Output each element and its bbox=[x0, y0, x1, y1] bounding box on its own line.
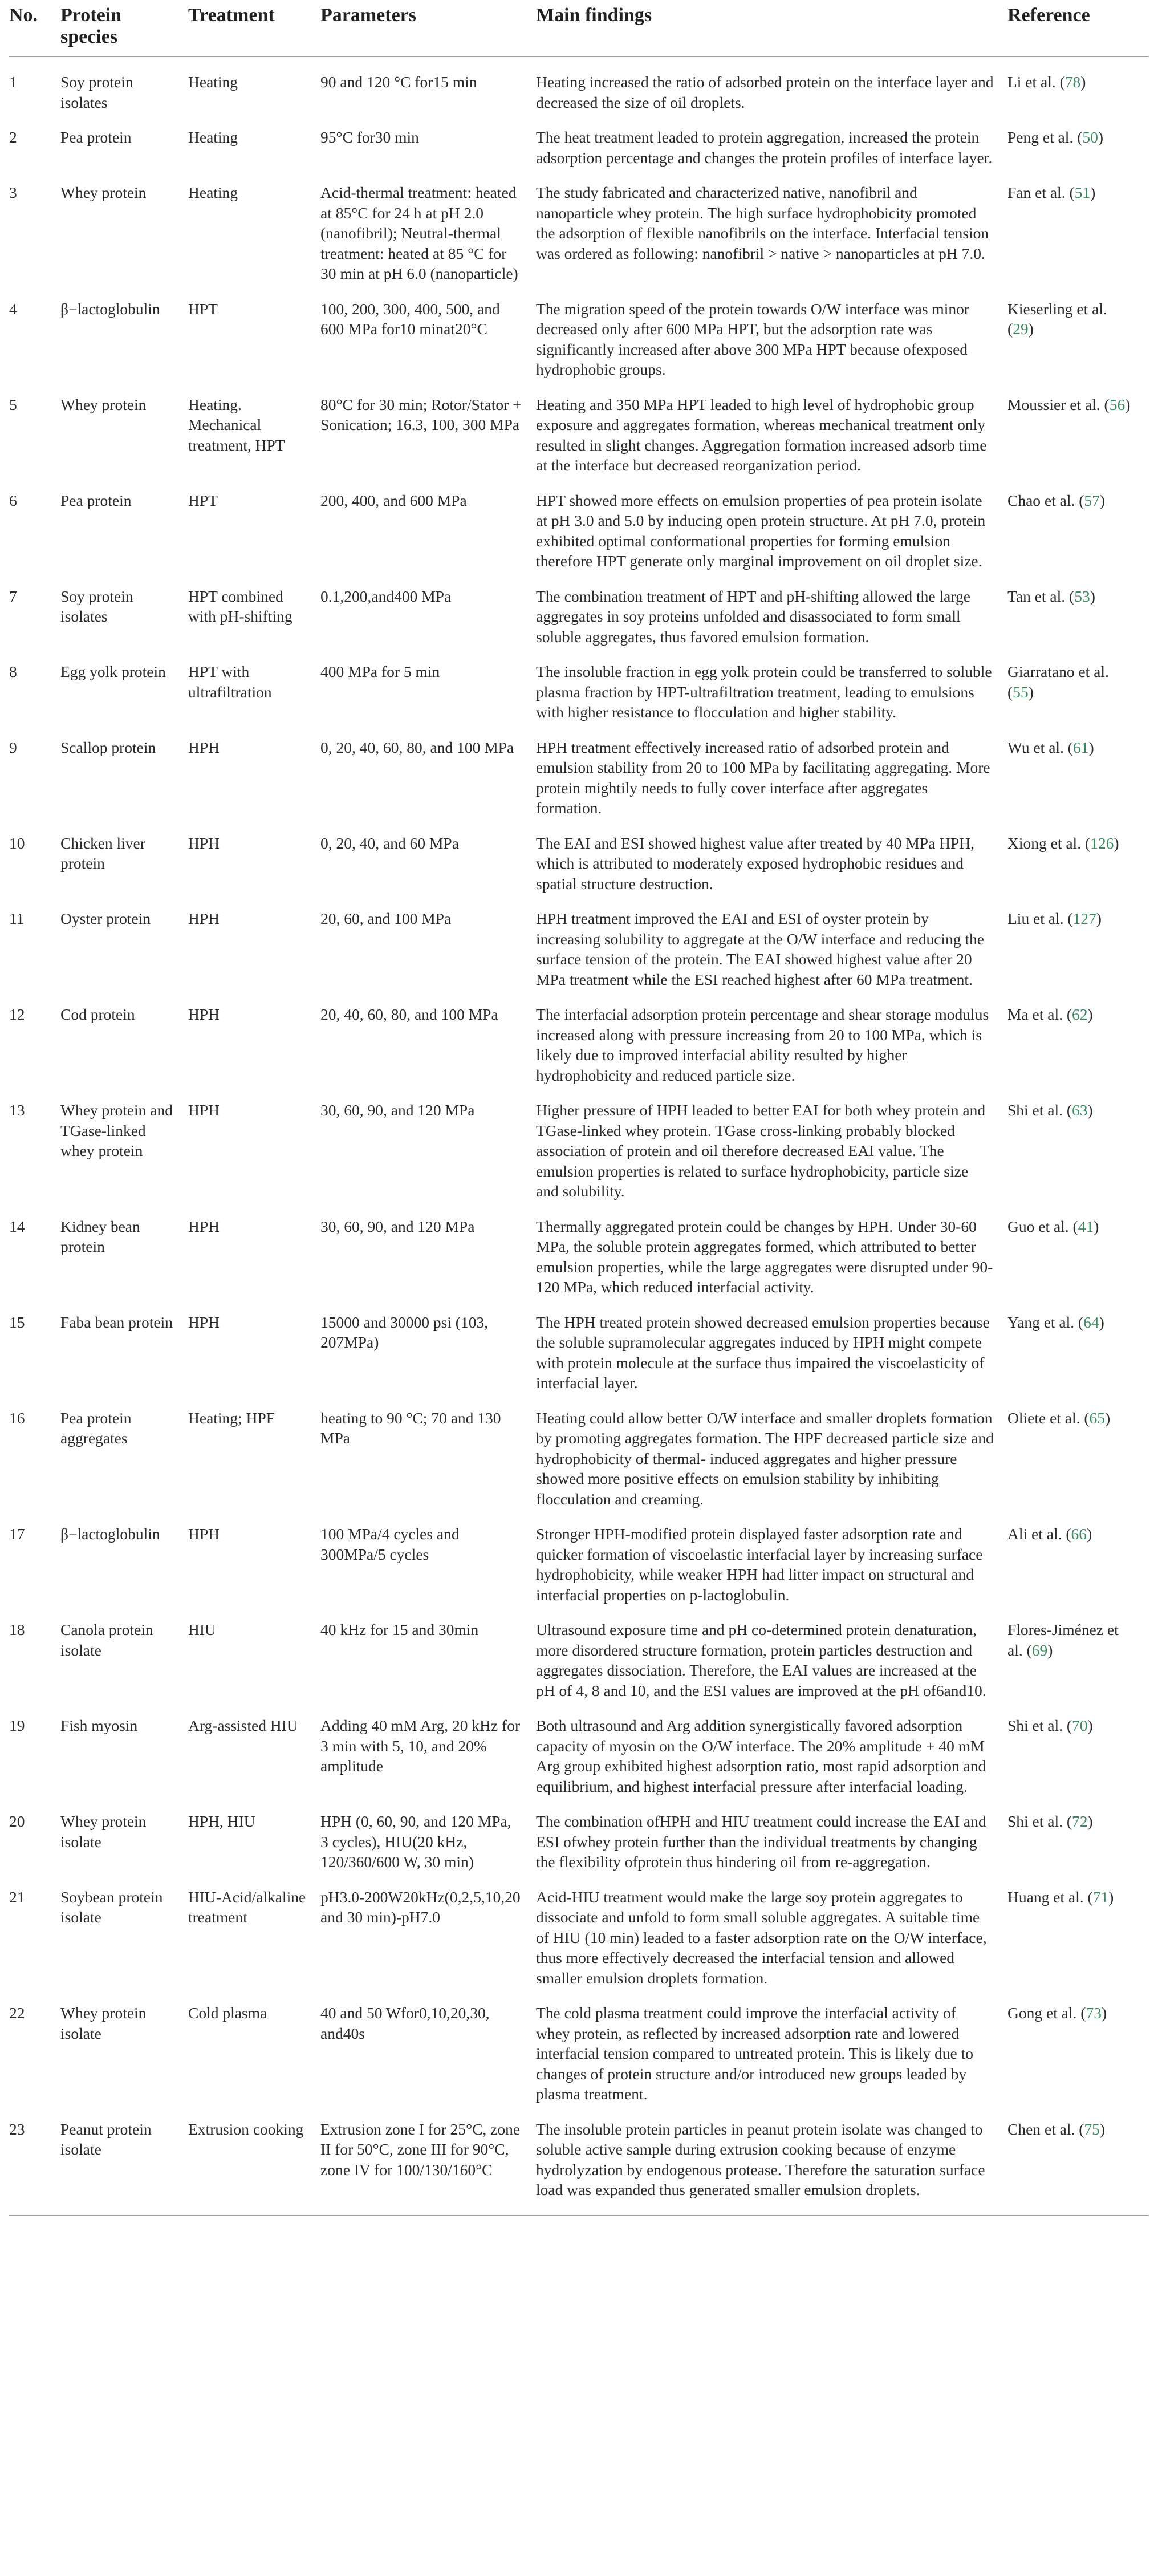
reference-author: Huang et al. ( bbox=[1007, 1888, 1093, 1906]
reference-author: Liu et al. ( bbox=[1007, 910, 1073, 927]
cell-reference bbox=[1007, 818, 1149, 894]
cell-treatment: HPH bbox=[188, 834, 220, 852]
cell-no: 10 bbox=[9, 834, 25, 852]
table-row bbox=[9, 1297, 1149, 1393]
header-reference: Reference bbox=[1007, 0, 1149, 56]
cell-parameters: pH3.0-200W20kHz(0,2,5,10,20 and 30 min)-pH7.0 bbox=[320, 1888, 521, 1926]
reference-close: ) bbox=[1087, 1005, 1093, 1023]
cell-species: Canola protein isolate bbox=[60, 1621, 153, 1659]
cell-no: 3 bbox=[9, 184, 17, 201]
cell-parameters: 80°C for 30 min; Rotor/Stator + Sonication; 16.3, 100, 300 MPa bbox=[320, 395, 522, 433]
cell-treatment: HPH bbox=[188, 910, 220, 927]
cell-findings: Ultrasound exposure time and pH co-determined protein denaturation, more disordered structure formation, protein particles destruction and aggregates dissociation. Therefore, the EAI values are increased at the pH of 4, 8 and 10, and the ESI values are improved at the pH of6and10. bbox=[536, 1621, 986, 1699]
reference-author: Flores-Jiménez et al. ( bbox=[1007, 1621, 1119, 1659]
reference-close: ) bbox=[1108, 1888, 1114, 1906]
reference-close: ) bbox=[1099, 491, 1106, 509]
reference-author: Peng et al. ( bbox=[1007, 128, 1083, 146]
reference-author: Oliete et al. ( bbox=[1007, 1409, 1090, 1427]
reference-author: Fan et al. ( bbox=[1007, 184, 1075, 201]
cell-reference bbox=[1007, 1796, 1149, 1872]
cell-findings: Higher pressure of HPH leaded to better EAI for both whey protein and TGase-linked whey protein. TGase cross-linking probably blocked association of protein and oil therefore decreased EAI value. The emulsion properties is related to surface hydrophobicity, particle size and solubility. bbox=[536, 1101, 986, 1200]
cell-parameters: 0, 20, 40, and 60 MPa bbox=[320, 834, 459, 852]
cell-species: Whey protein bbox=[60, 395, 147, 413]
reference-link[interactable]: 62 bbox=[1072, 1005, 1088, 1023]
header-no: No. bbox=[9, 0, 60, 56]
header-row bbox=[9, 0, 1149, 56]
cell-species: Kidney bean protein bbox=[60, 1217, 140, 1255]
cell-findings: The cold plasma treatment could improve the interfacial activity of whey protein, as reflected by increased adsorption rate and lowered interfacial tension compared to untreated protein. This is likely due to changes of protein structure and/or introduced new groups leaded by plasma treatment. bbox=[536, 2004, 973, 2103]
cell-species: Whey protein and TGase-linked whey protein bbox=[60, 1101, 173, 1159]
cell-reference bbox=[1007, 476, 1149, 571]
cell-treatment: HPH bbox=[188, 1101, 220, 1119]
cell-reference bbox=[1007, 647, 1149, 723]
table-row bbox=[9, 1988, 1149, 2104]
cell-no: 8 bbox=[9, 663, 17, 680]
reference-link[interactable]: 69 bbox=[1031, 1641, 1048, 1659]
reference-link[interactable]: 70 bbox=[1072, 1717, 1088, 1734]
table-row bbox=[9, 112, 1149, 168]
cell-species: Fish myosin bbox=[60, 1717, 138, 1734]
cell-parameters: heating to 90 °C; 70 and 130 MPa bbox=[320, 1409, 501, 1447]
table-row bbox=[9, 168, 1149, 284]
cell-parameters: Extrusion zone I for 25°C, zone II for 50°C, zone III for 90°C, zone IV for 100/130/160°C bbox=[320, 2104, 536, 2216]
table-row bbox=[9, 380, 1149, 476]
cell-treatment: Cold plasma bbox=[188, 2004, 267, 2022]
table-row bbox=[9, 1605, 1149, 1701]
table-row bbox=[9, 476, 1149, 571]
reference-close: ) bbox=[1114, 834, 1119, 852]
cell-no: 7 bbox=[9, 587, 17, 605]
cell-treatment: Arg-assisted HIU bbox=[188, 1717, 298, 1734]
cell-reference bbox=[1007, 723, 1149, 818]
reference-author: Yang et al. ( bbox=[1007, 1313, 1084, 1331]
reference-close: ) bbox=[1088, 738, 1094, 756]
cell-findings: Heating and 350 MPa HPT leaded to high level of hydrophobic group exposure and aggregates formation, whereas mechanical treatment only resulted in slight changes. Aggregation formation increased adsorb time at the interface but decreased reorganization period. bbox=[536, 395, 987, 474]
reference-author: Chao et al. ( bbox=[1007, 491, 1084, 509]
reference-link[interactable]: 53 bbox=[1074, 587, 1090, 605]
cell-reference bbox=[1007, 112, 1149, 168]
cell-findings: The combination ofHPH and HIU treatment could increase the EAI and ESI ofwhey protein further than the individual treatments by changing the flexibility ofprotein thus hindering oil from re-aggregation. bbox=[536, 1812, 986, 1871]
cell-no: 14 bbox=[9, 1217, 25, 1235]
header-species: Protein species bbox=[60, 0, 188, 56]
reference-author: Xiong et al. ( bbox=[1007, 834, 1091, 852]
reference-close: ) bbox=[1087, 1717, 1093, 1734]
cell-treatment: HPH bbox=[188, 738, 220, 756]
cell-reference bbox=[1007, 1605, 1149, 1701]
reference-link[interactable]: 73 bbox=[1086, 2004, 1102, 2022]
reference-link[interactable]: 66 bbox=[1071, 1525, 1087, 1543]
cell-no: 22 bbox=[9, 2004, 25, 2022]
table-row bbox=[9, 1872, 1149, 1989]
cell-findings: The interfacial adsorption protein percentage and shear storage modulus increased along with pressure increasing from 20 to 100 MPa, which is likely due to improved interfacial ability resulted by higher hydrophobicity and reduced particle size. bbox=[536, 1005, 989, 1084]
cell-reference bbox=[1007, 380, 1149, 476]
cell-no: 15 bbox=[9, 1313, 25, 1331]
cell-reference bbox=[1007, 989, 1149, 1085]
cell-parameters: 20, 40, 60, 80, and 100 MPa bbox=[320, 1005, 498, 1023]
reference-close: ) bbox=[1087, 1525, 1092, 1543]
table-row bbox=[9, 1202, 1149, 1297]
cell-reference bbox=[1007, 1701, 1149, 1796]
table-row bbox=[9, 818, 1149, 894]
cell-findings: Both ultrasound and Arg addition synergistically favored adsorption capacity of myosin on the O/W interface. The 20% amplitude + 40 mM Arg group exhibited highest adsorption ratio, most rapid adsorption and equilibrium, and highest interfacial pressure after interfacial loading. bbox=[536, 1717, 986, 1795]
cell-parameters: 400 MPa for 5 min bbox=[320, 663, 440, 680]
cell-species: Soybean protein isolate bbox=[60, 1888, 163, 1926]
cell-reference bbox=[1007, 571, 1149, 647]
cell-species: Faba bean protein bbox=[60, 1313, 173, 1331]
cell-findings: Heating could allow better O/W interface and smaller droplets formation by promoting aggregates formation. The HPF decreased particle size and hydrophobicity of thermal- induced aggregates and higher pressure showed more positive effects on emulsion stability by inhibiting flocculation and creaming. bbox=[536, 1409, 994, 1508]
reference-link[interactable]: 57 bbox=[1084, 491, 1100, 509]
cell-species: Pea protein bbox=[60, 491, 132, 509]
reference-link[interactable]: 63 bbox=[1072, 1101, 1088, 1119]
cell-species: Scallop protein bbox=[60, 738, 156, 756]
table-row bbox=[9, 1509, 1149, 1605]
reference-close: ) bbox=[1105, 1409, 1111, 1427]
cell-no: 5 bbox=[9, 395, 17, 413]
reference-link[interactable]: 127 bbox=[1072, 910, 1096, 927]
table-row bbox=[9, 1701, 1149, 1796]
cell-species: Chicken liver protein bbox=[60, 834, 145, 872]
cell-reference bbox=[1007, 56, 1149, 112]
reference-link[interactable]: 75 bbox=[1084, 2120, 1100, 2138]
table-row bbox=[9, 894, 1149, 989]
reference-link[interactable]: 78 bbox=[1064, 73, 1081, 91]
table-row bbox=[9, 647, 1149, 723]
reference-author: Shi et al. ( bbox=[1007, 1717, 1072, 1734]
cell-species: Cod protein bbox=[60, 1005, 135, 1023]
cell-treatment: HPH bbox=[188, 1313, 220, 1331]
reference-link[interactable]: 50 bbox=[1082, 128, 1098, 146]
cell-treatment: HPH bbox=[188, 1217, 220, 1235]
cell-findings: The EAI and ESI showed highest value after treated by 40 MPa HPH, which is attributed to moderately exposed hydrophobic residues and spatial structure destruction. bbox=[536, 834, 975, 893]
cell-no: 6 bbox=[9, 491, 17, 509]
cell-reference bbox=[1007, 1509, 1149, 1605]
reference-author: Ma et al. ( bbox=[1007, 1005, 1072, 1023]
reference-link[interactable]: 61 bbox=[1072, 738, 1089, 756]
cell-reference bbox=[1007, 1085, 1149, 1202]
cell-reference bbox=[1007, 168, 1149, 284]
header-parameters: Parameters bbox=[320, 0, 536, 56]
cell-parameters: 40 kHz for 15 and 30min bbox=[320, 1621, 479, 1638]
cell-findings: Thermally aggregated protein could be changes by HPH. Under 30-60 MPa, the soluble protein aggregates formed, which attributed to better emulsion properties, while the large aggregates were disrupted under 90-120 MPa, which reduced interfacial activity. bbox=[536, 1217, 993, 1296]
reference-author: Shi et al. ( bbox=[1007, 1101, 1072, 1119]
cell-species: Pea protein bbox=[60, 128, 132, 146]
cell-no: 17 bbox=[9, 1525, 25, 1543]
reference-close: ) bbox=[1125, 395, 1131, 413]
cell-parameters: Acid-thermal treatment: heated at 85°C for 24 h at pH 2.0 (nanofibril); Neutral-thermal treatment: heated at 85 °C for 30 min at pH 6.0 (nanoparticle) bbox=[320, 184, 518, 282]
cell-treatment: Heating. Mechanical treatment, HPT bbox=[188, 395, 285, 454]
cell-reference bbox=[1007, 1988, 1149, 2104]
reference-close: ) bbox=[1099, 1313, 1104, 1331]
cell-species: β−lactoglobulin bbox=[60, 1525, 160, 1543]
table-row bbox=[9, 989, 1149, 1085]
cell-treatment: HPH bbox=[188, 1525, 220, 1543]
cell-no: 19 bbox=[9, 1717, 25, 1734]
reference-close: ) bbox=[1096, 910, 1102, 927]
cell-species: Whey protein bbox=[60, 184, 147, 201]
reference-link[interactable]: 64 bbox=[1083, 1313, 1099, 1331]
cell-no: 11 bbox=[9, 910, 25, 927]
cell-parameters: 40 and 50 Wfor0,10,20,30, and40s bbox=[320, 2004, 490, 2042]
cell-parameters: 100 MPa/4 cycles and 300MPa/5 cycles bbox=[320, 1525, 460, 1563]
cell-no: 16 bbox=[9, 1409, 25, 1427]
cell-treatment: HPT bbox=[188, 491, 218, 509]
cell-findings: HPH treatment improved the EAI and ESI of oyster protein by increasing solubility to aggregate at the O/W interface and reducing the surface tension of the protein. The EAI showed highest value after 20 MPa treatment while the ESI reached highest after 60 MPa treatment. bbox=[536, 910, 985, 988]
cell-parameters: HPH (0, 60, 90, and 120 MPa, 3 cycles), HIU(20 kHz, 120/360/600 W, 30 min) bbox=[320, 1812, 511, 1871]
cell-no: 20 bbox=[9, 1812, 25, 1830]
cell-no: 12 bbox=[9, 1005, 25, 1023]
cell-no: 2 bbox=[9, 128, 17, 146]
cell-findings: The insoluble protein particles in peanut protein isolate was changed to soluble active sample during extrusion cooking because of enzyme hydrolyzation by endogenous protease. Therefore the saturation surface load was expanded thus generated smaller emulsion droplets. bbox=[536, 2104, 1007, 2216]
reference-close: ) bbox=[1090, 184, 1096, 201]
cell-reference bbox=[1007, 1393, 1149, 1510]
cell-treatment: HIU bbox=[188, 1621, 216, 1638]
cell-species: Egg yolk protein bbox=[60, 663, 166, 680]
protein-treatment-table bbox=[9, 0, 1149, 2216]
reference-author: Moussier et al. ( bbox=[1007, 395, 1110, 413]
cell-reference bbox=[1007, 1872, 1149, 1989]
reference-link[interactable]: 41 bbox=[1078, 1217, 1094, 1235]
reference-author: Wu et al. ( bbox=[1007, 738, 1073, 756]
cell-species: Pea protein aggregates bbox=[60, 1409, 132, 1447]
reference-link[interactable]: 29 bbox=[1013, 320, 1029, 338]
reference-author: Li et al. ( bbox=[1007, 73, 1065, 91]
cell-findings: The migration speed of the protein towards O/W interface was minor decreased only after 600 MPa HPT, but the adsorption rate was significantly increased after above 300 MPa HPT because ofexposed hydrophobic groups. bbox=[536, 299, 970, 378]
table-row bbox=[9, 1085, 1149, 1202]
cell-treatment: Heating bbox=[188, 184, 238, 201]
cell-parameters: 100, 200, 300, 400, 500, and 600 MPa for10 minat20°C bbox=[320, 299, 500, 338]
cell-reference bbox=[1007, 1297, 1149, 1393]
table-row bbox=[9, 571, 1149, 647]
reference-close: ) bbox=[1094, 1217, 1099, 1235]
table-row bbox=[9, 1393, 1149, 1510]
cell-treatment: Heating; HPF bbox=[188, 1409, 275, 1427]
cell-reference bbox=[1007, 894, 1149, 989]
cell-no: 1 bbox=[9, 73, 17, 91]
cell-findings: The insoluble fraction in egg yolk protein could be transferred to soluble plasma fraction by HPT-ultrafiltration treatment, leading to emulsions with higher resistance to flocculation and higher stability. bbox=[536, 663, 992, 721]
reference-link[interactable]: 65 bbox=[1089, 1409, 1106, 1427]
table-body bbox=[9, 56, 1149, 2216]
cell-species: Soy protein isolates bbox=[60, 73, 133, 111]
cell-treatment: Heating bbox=[188, 73, 238, 91]
cell-parameters: 90 and 120 °C for15 min bbox=[320, 73, 477, 91]
cell-parameters: 15000 and 30000 psi (103, 207MPa) bbox=[320, 1313, 489, 1351]
cell-species: Peanut protein isolate bbox=[60, 2104, 188, 2216]
reference-close: ) bbox=[1099, 2120, 1106, 2138]
cell-species: Whey protein isolate bbox=[60, 1812, 147, 1851]
cell-treatment: HPT with ultrafiltration bbox=[188, 663, 272, 701]
cell-no: 21 bbox=[9, 1888, 25, 1906]
cell-parameters: 30, 60, 90, and 120 MPa bbox=[320, 1217, 475, 1235]
cell-findings: The study fabricated and characterized native, nanofibril and nanoparticle whey protein. The high surface hydrophobicity promoted the adsorption of flexible nanofibrils on the interface. Interfacial tension was ordered as following: nanofibril > native > nanoparticles at pH 7.0. bbox=[536, 184, 989, 262]
cell-no: 4 bbox=[9, 299, 17, 318]
header-findings: Main findings bbox=[536, 0, 1007, 56]
cell-treatment: HIU-Acid/alkaline treatment bbox=[188, 1888, 306, 1926]
cell-findings: HPH treatment effectively increased ratio of adsorbed protein and emulsion stability from 20 to 100 MPa by facilitating aggregating. More protein mightily needs to fully cover interface after aggregates formation. bbox=[536, 738, 990, 817]
table-row bbox=[9, 1796, 1149, 1872]
header-treatment: Treatment bbox=[188, 0, 320, 56]
cell-parameters: 0, 20, 40, 60, 80, and 100 MPa bbox=[320, 738, 514, 756]
table-row bbox=[9, 56, 1149, 112]
reference-author: Chen et al. ( bbox=[1007, 2120, 1084, 2138]
reference-close: ) bbox=[1101, 2004, 1107, 2022]
reference-link[interactable]: 126 bbox=[1090, 834, 1114, 852]
cell-species: Oyster protein bbox=[60, 910, 151, 927]
cell-findings: Acid-HIU treatment would make the large soy protein aggregates to dissociate and unfold to form small soluble aggregates. A suitable time of HIU (10 min) leaded to a faster adsorption rate on the O/W interface, thus more effectively decreased the interfacial tension and allowed smaller emulsion droplets formation. bbox=[536, 1888, 987, 1987]
cell-no: 18 bbox=[9, 1621, 25, 1638]
reference-author: Guo et al. ( bbox=[1007, 1217, 1078, 1235]
reference-author: Gong et al. ( bbox=[1007, 2004, 1086, 2022]
cell-findings: The combination treatment of HPT and pH-shifting allowed the large aggregates in soy proteins unfolded and disassociated to form small soluble aggregates, thus favored emulsion formation. bbox=[536, 587, 970, 646]
cell-findings: The HPH treated protein showed decreased emulsion properties because the soluble supramolecular aggregates induced by HPH might compete with protein molecule at the surface thus impaired the viscoelasticity of interfacial layer. bbox=[536, 1313, 990, 1392]
cell-species: β−lactoglobulin bbox=[60, 299, 160, 318]
reference-author: Giarratano et al. ( bbox=[1007, 663, 1109, 701]
cell-treatment: HPT bbox=[188, 299, 218, 318]
cell-parameters: 20, 60, and 100 MPa bbox=[320, 910, 452, 927]
reference-author: Shi et al. ( bbox=[1007, 1812, 1072, 1830]
cell-findings: Stronger HPH-modified protein displayed faster adsorption rate and quicker formation of viscoelastic interfacial layer by increasing surface hydrophobicity, while weaker HPH had litter impact on structural and interfacial properties on p-lactoglobulin. bbox=[536, 1525, 983, 1604]
cell-findings: Heating increased the ratio of adsorbed protein on the interface layer and decreased the size of oil droplets. bbox=[536, 73, 994, 111]
cell-reference bbox=[1007, 2104, 1149, 2216]
cell-parameters: 30, 60, 90, and 120 MPa bbox=[320, 1101, 475, 1119]
reference-close: ) bbox=[1090, 587, 1095, 605]
cell-parameters: 95°C for30 min bbox=[320, 128, 419, 146]
table-row bbox=[9, 2104, 1149, 2216]
reference-link[interactable]: 56 bbox=[1109, 395, 1126, 413]
cell-reference bbox=[1007, 1202, 1149, 1297]
reference-author: Ali et al. ( bbox=[1007, 1525, 1071, 1543]
reference-link[interactable]: 71 bbox=[1092, 1888, 1109, 1906]
cell-treatment: Heating bbox=[188, 128, 238, 146]
reference-close: ) bbox=[1087, 1812, 1093, 1830]
cell-treatment: Extrusion cooking bbox=[188, 2104, 320, 2216]
cell-reference bbox=[1007, 284, 1149, 380]
reference-close: ) bbox=[1028, 683, 1034, 701]
cell-treatment: HPT combined with pH-shifting bbox=[188, 587, 292, 625]
cell-species: Soy protein isolates bbox=[60, 587, 133, 625]
table-header bbox=[9, 0, 1149, 56]
reference-link[interactable]: 72 bbox=[1072, 1812, 1088, 1830]
cell-species: Whey protein isolate bbox=[60, 2004, 147, 2042]
cell-findings: The heat treatment leaded to protein aggregation, increased the protein adsorption percentage and changes the protein profiles of interface layer. bbox=[536, 128, 993, 167]
cell-treatment: HPH, HIU bbox=[188, 1812, 255, 1830]
reference-author: Kieserling et al. ( bbox=[1007, 299, 1107, 338]
reference-close: ) bbox=[1098, 128, 1104, 146]
cell-parameters: Adding 40 mM Arg, 20 kHz for 3 min with 5, 10, and 20% amplitude bbox=[320, 1717, 521, 1775]
reference-close: ) bbox=[1028, 320, 1034, 338]
cell-parameters: 0.1,200,and400 MPa bbox=[320, 587, 452, 605]
cell-no: 13 bbox=[9, 1101, 25, 1119]
reference-close: ) bbox=[1087, 1101, 1093, 1119]
reference-link[interactable]: 55 bbox=[1013, 683, 1029, 701]
reference-link[interactable]: 51 bbox=[1074, 184, 1091, 201]
cell-findings: HPT showed more effects on emulsion properties of pea protein isolate at pH 3.0 and 5.0 by inducing open protein structure. At pH 7.0, protein exhibited optimal conformational properties for forming emulsion therefore HPT generate only marginal improvement on oil droplet size. bbox=[536, 491, 986, 570]
reference-close: ) bbox=[1047, 1641, 1053, 1659]
cell-treatment: HPH bbox=[188, 1005, 220, 1023]
reference-close: ) bbox=[1080, 73, 1086, 91]
table-row bbox=[9, 284, 1149, 380]
table-row bbox=[9, 723, 1149, 818]
reference-author: Tan et al. ( bbox=[1007, 587, 1075, 605]
cell-no: 9 bbox=[9, 738, 17, 756]
cell-no: 23 bbox=[9, 2104, 60, 2216]
cell-parameters: 200, 400, and 600 MPa bbox=[320, 491, 467, 509]
